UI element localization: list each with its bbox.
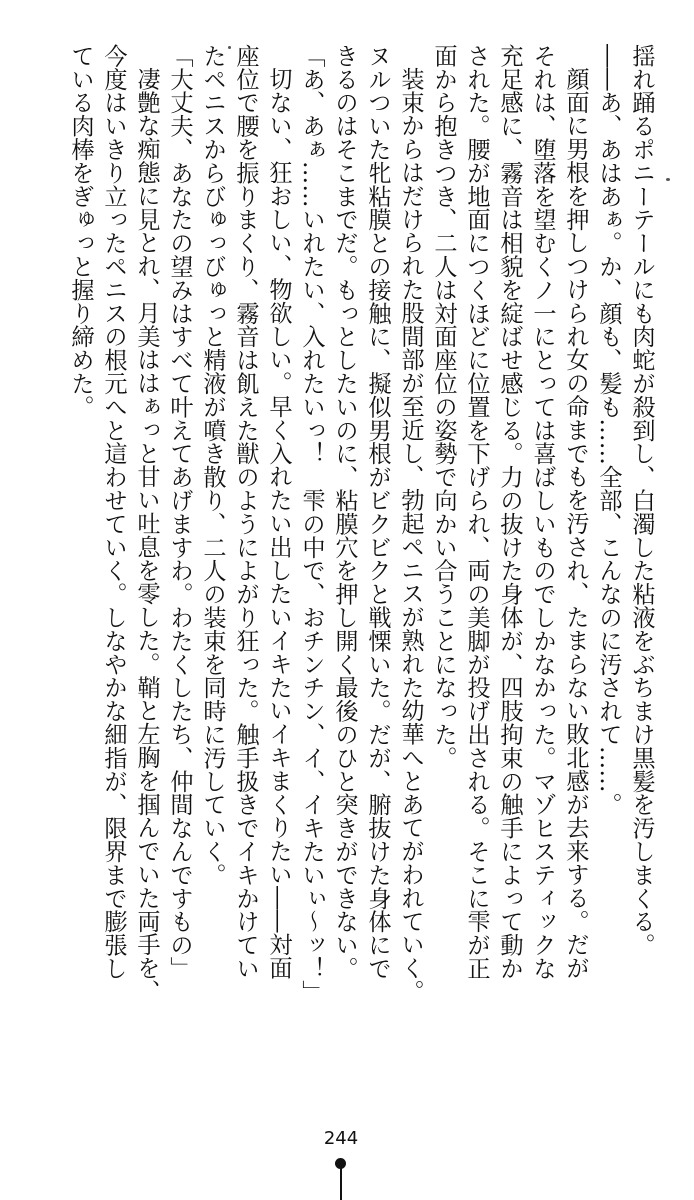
text-line: 装束からはだけられた股間部が至近し、勃起ペニスが熟れた幼華へとあてがわれていく。 [397, 67, 424, 1003]
scan-speck [228, 46, 231, 49]
scan-speck [666, 178, 670, 181]
text-line: それは、堕落を望むくノ一にとっては喜ばしいものでしかなかった。マゾヒスティックな [529, 44, 556, 980]
text-line: 揺れ踊るポニーテールにも肉蛇が殺到し、白濁した粘液をぶちまけ黒髪を汚しまくる。 [628, 44, 655, 957]
text-line: ヌルついた牝粘膜との接触に、擬似男根がビクビクと戦慄いた。だが、腑抜けた身体にで [364, 44, 391, 980]
text-line: たペニスからびゅっびゅっと精液が噴き散り、二人の装束を同時に汚していく。 [199, 44, 226, 887]
text-line: された。腰が地面につくほどに位置を下げられ、両の美脚が投げ出される。そこに雫が正 [463, 44, 490, 980]
page-marker-rule [340, 1166, 342, 1200]
text-line: 切ない、狂おしい、物欲しい。早く入れたい出したいイキたいイキまくりたい――対面 [265, 67, 292, 980]
text-line: 座位で腰を振りまくり、霧音は飢えた獣のようによがり狂った。触手扱きでイキかけてい [232, 44, 259, 980]
text-line: きるのはそこまでだ。もっとしたいのに、粘膜穴を押し開く最後のひと突きができない。 [331, 44, 358, 980]
body-text [64, 44, 658, 1004]
text-line: 今度はいきり立ったペニスの根元へと這わせていく。しなやかな細指が、限界まで膨張し [100, 44, 127, 980]
text-line: 「大丈夫、あなたの望みはすべて叶えてあげますわ。わたくしたち、仲間なんですもの」 [166, 44, 193, 980]
text-line: ――あ、あはあぁ。か、顔も、髪も……全部、こんなのに汚されて……。 [595, 44, 622, 817]
text-line: ている肉棒をぎゅっと握り締めた。 [67, 44, 94, 419]
text-line: 凄艶な痴態に見とれ、月美ははぁっと甘い吐息を零した。鞘と左胸を掴んでいた両手を、 [133, 67, 160, 1003]
text-line: 面から抱きつき、二人は対面座位の姿勢で向かい合うことになった。 [430, 44, 457, 770]
page-number: 244 [323, 1128, 359, 1149]
text-line: 充足感に、霧音は相貌を綻ばせ感じる。力の抜けた身体が、四肢拘束の触手によって動か [496, 44, 523, 980]
text-line: 顔面に男根を押しつけられ女の命までもを汚され、たまらない敗北感が去来する。だが [562, 67, 589, 980]
text-line: 「あ、あぁ……いれたい、入れたいっ！ 雫の中で、おチンチン、イ、イキたいぃ～ッ！」 [298, 44, 325, 1004]
